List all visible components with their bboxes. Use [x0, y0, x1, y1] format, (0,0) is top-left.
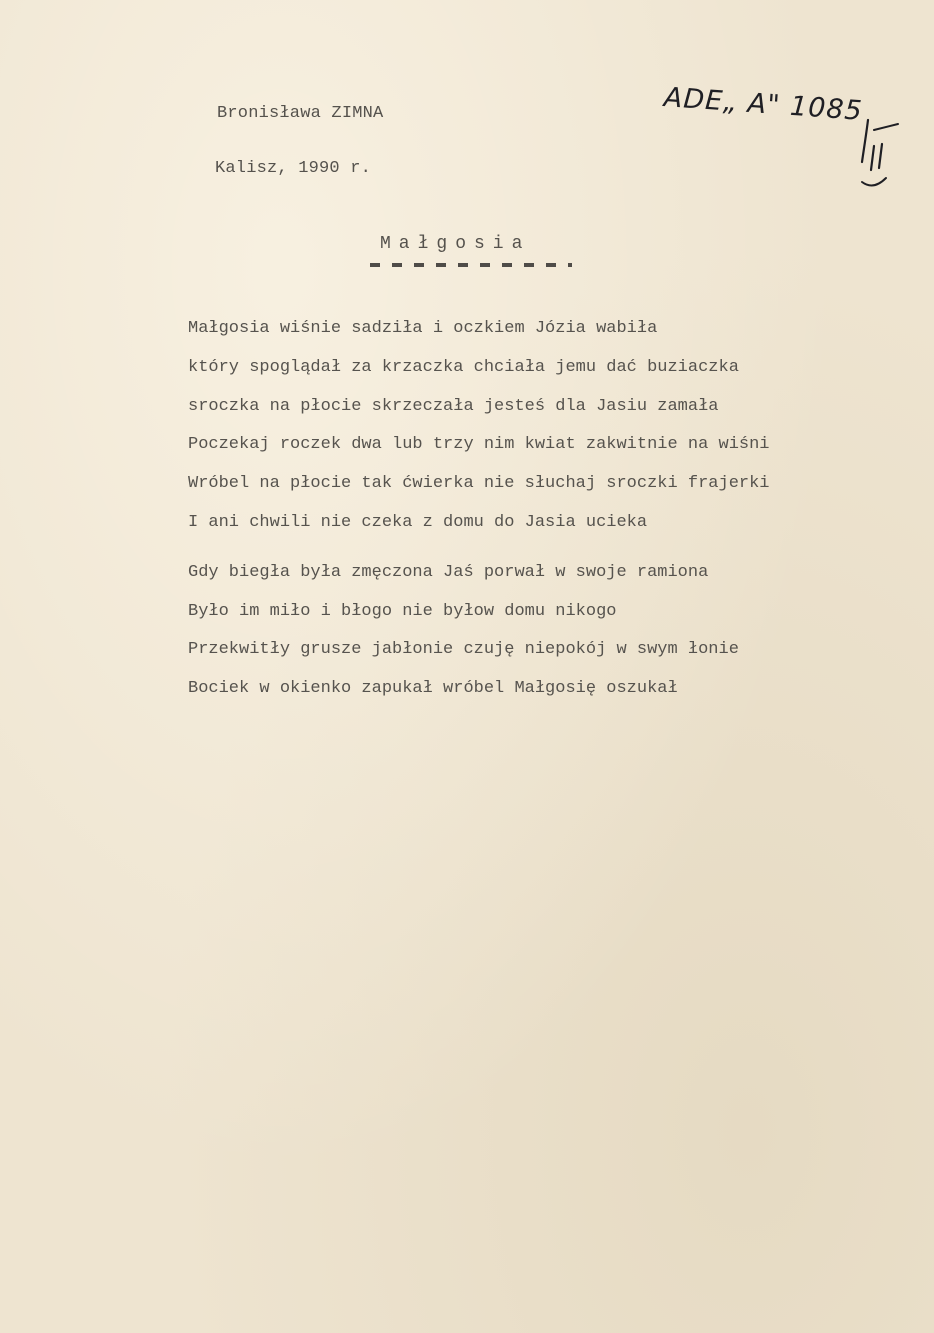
- poem-body: [188, 316, 770, 715]
- poem-line: Przekwitły grusze jabłonie czuję niepokój w swym łonie: [188, 640, 739, 660]
- place-date: Kalisz, 1990 r.: [215, 159, 372, 178]
- poem-line: sroczka na płocie skrzeczała jesteś dla Jasiu zamała: [188, 396, 719, 416]
- poem-line: Wróbel na płocie tak ćwierka nie słuchaj sroczki frajerki: [188, 474, 770, 494]
- author-name: Bronisława ZIMNA: [217, 104, 384, 123]
- title-underline: [370, 263, 572, 267]
- poem-title: Małgosia: [380, 234, 531, 254]
- poem-line: Małgosia wiśnie sadziła i oczkiem Józia wabiła: [188, 319, 658, 338]
- poem-line: Poczekaj roczek dwa lub trzy nim kwiat zakwitnie na wiśni: [188, 435, 770, 455]
- poem-line: Bociek w okienko zapukał wróbel Małgosię oszukał: [188, 679, 678, 699]
- handwritten-page-mark-icon: [838, 118, 902, 198]
- poem-line: I ani chwili nie czeka z domu do Jasia ucieka: [188, 512, 648, 532]
- handwritten-archive-mark: ADE„ A" 1085: [662, 82, 864, 127]
- poem-line: Było im miło i błogo nie byłow domu nikogo: [188, 601, 617, 621]
- poem-line: który spoglądał za krzaczka chciała jemu dać buziaczka: [188, 357, 739, 377]
- poem-line: Gdy biegła była zmęczona Jaś porwał w swoje ramiona: [188, 562, 709, 582]
